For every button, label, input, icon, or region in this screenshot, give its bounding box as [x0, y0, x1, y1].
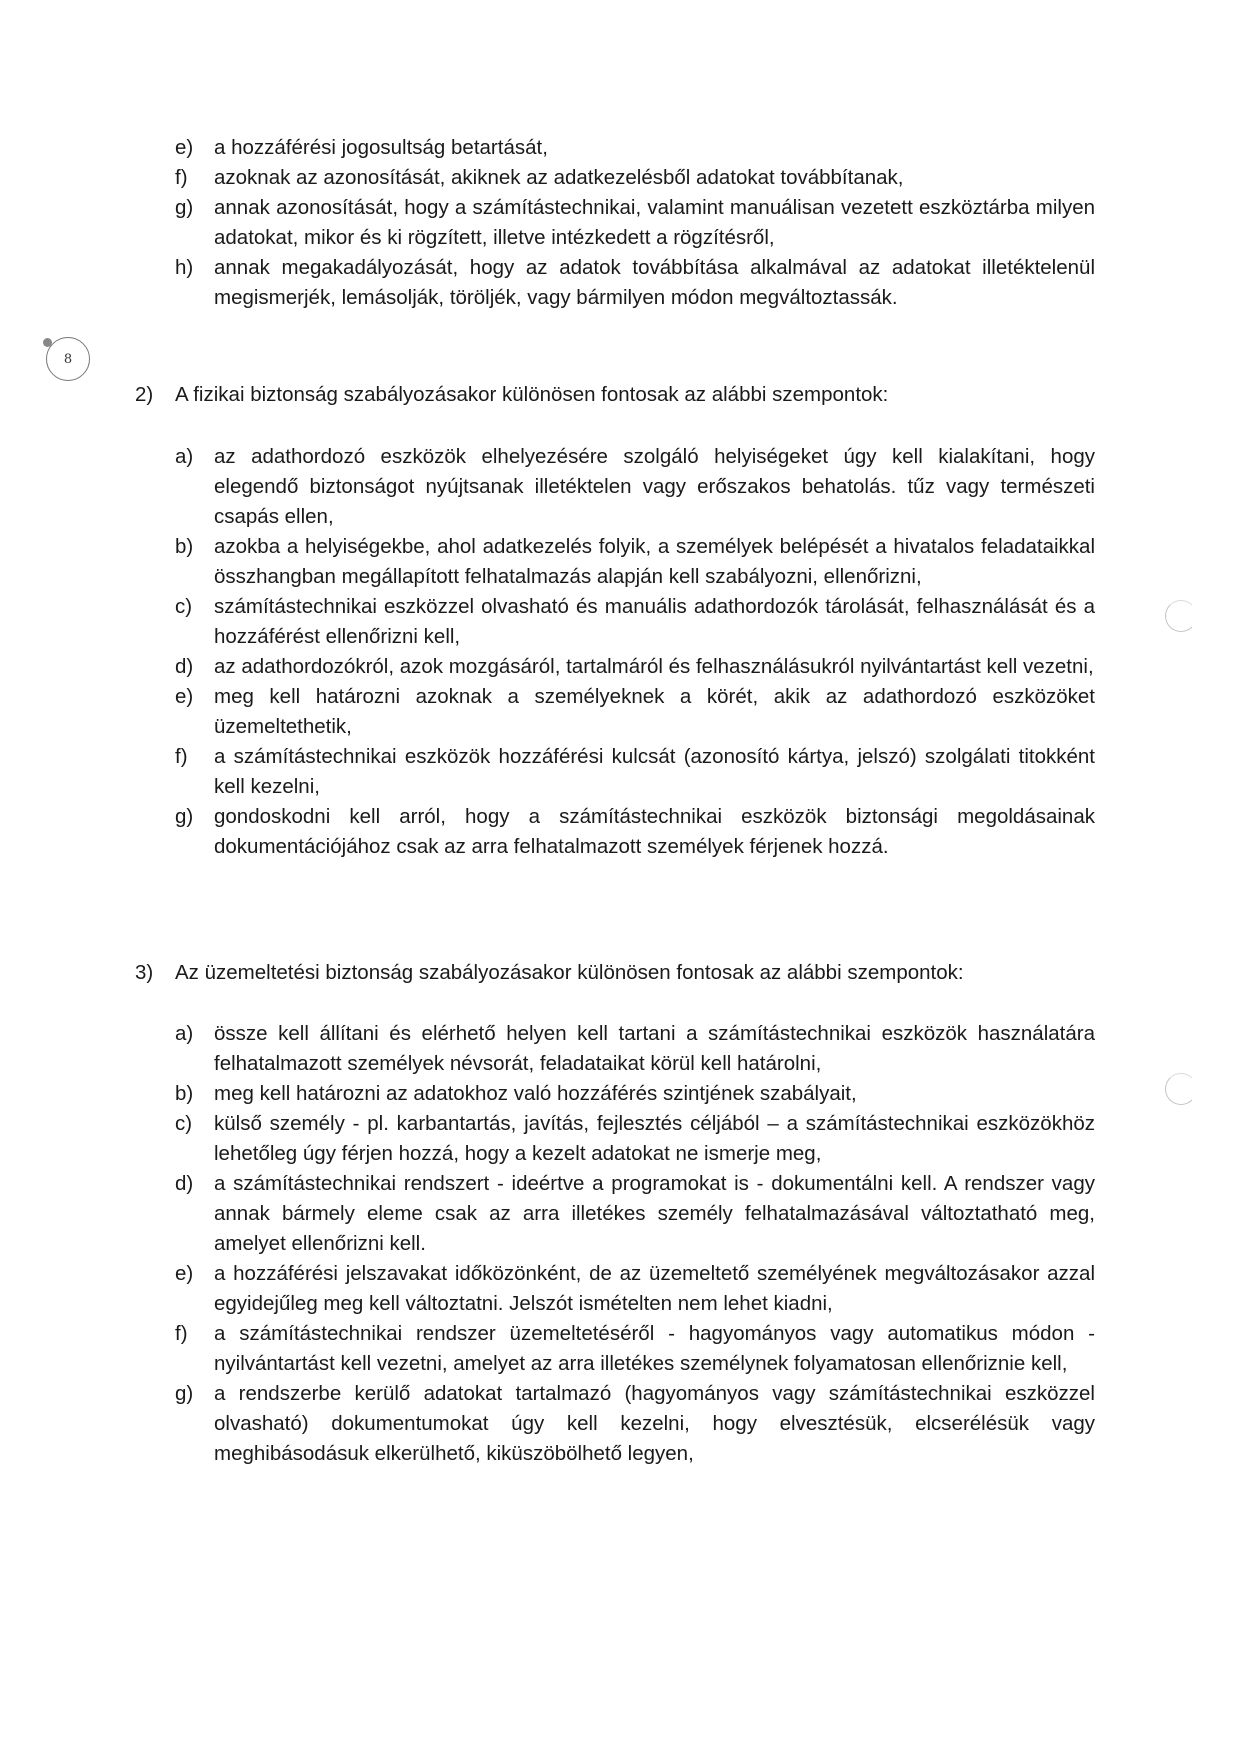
list-item: [135, 682, 1095, 742]
list-item: [135, 652, 1095, 682]
list-item: [135, 253, 1095, 313]
list-item: [135, 193, 1095, 253]
list-item: [135, 1319, 1095, 1379]
list-item: [135, 1169, 1095, 1259]
item-text: meg kell határozni az adatokhoz való hozzáférés szintjének szabályait,: [214, 1082, 857, 1105]
item-label: c): [175, 1112, 193, 1135]
item-label: e): [175, 685, 194, 708]
section-heading: [135, 958, 1095, 988]
section-heading: [135, 380, 1095, 410]
item-text: annak azonosítását, hogy a számítástechnikai, valamint manuálisan vezetett eszköztárba milyen adatokat, mikor és ki rögzített, illetve intézkedett a rögzítésről,: [214, 196, 1095, 249]
item-text: a számítástechnikai rendszert - ideértve a programokat is - dokumentálni kell. A rendszer vagy annak bármely eleme csak az arra illetékes személy felhatalmazásával változtatható meg, amelyet ellenőrizni kell.: [214, 1172, 1095, 1255]
punch-hole-mark: [1165, 600, 1197, 632]
item-label: f): [175, 1322, 188, 1345]
item-label: d): [175, 1172, 194, 1195]
list-item: [135, 1079, 1095, 1109]
item-text: az adathordozókról, azok mozgásáról, tartalmáról és felhasználásukról nyilvántartást kell vezetni,: [214, 655, 1094, 678]
item-text: meg kell határozni azoknak a személyeknek a körét, akik az adathordozó eszközöket üzemeltethetik,: [214, 685, 1095, 738]
item-text: azoknak az azonosítását, akiknek az adatkezelésből adatokat továbbítanak,: [214, 166, 904, 189]
list-item: [135, 163, 1095, 193]
item-label: a): [175, 445, 194, 468]
item-label: h): [175, 256, 194, 279]
item-label: g): [175, 196, 194, 219]
punch-hole-mark: [1165, 1073, 1197, 1105]
item-label: b): [175, 1082, 194, 1105]
section-heading-text: Az üzemeltetési biztonság szabályozásakor különösen fontosak az alábbi szempontok:: [175, 961, 964, 984]
item-label: g): [175, 1382, 194, 1405]
item-label: d): [175, 655, 194, 678]
item-label: f): [175, 745, 188, 768]
list-item: [135, 1019, 1095, 1079]
list-item: [135, 532, 1095, 592]
list-continuation: [135, 133, 1095, 313]
list-item: [135, 742, 1095, 802]
item-label: g): [175, 805, 194, 828]
item-label: a): [175, 1022, 194, 1045]
list-item: [135, 1109, 1095, 1169]
item-label: f): [175, 166, 188, 189]
section-heading-text: A fizikai biztonság szabályozásakor különösen fontosak az alábbi szempontok:: [175, 383, 889, 406]
section-2: [135, 380, 1095, 410]
item-label: e): [175, 1262, 194, 1285]
item-text: az adathordozó eszközök elhelyezésére szolgáló helyiségeket úgy kell kialakítani, hogy elegendő biztonságot nyújtsanak illetéktelen vagy erőszakos behatolás. tűz vagy természeti csapás ellen,: [214, 445, 1095, 528]
page-number: 8: [63, 351, 73, 367]
section-label: 2): [135, 383, 154, 406]
item-text: a számítástechnikai eszközök hozzáférési kulcsát (azonosító kártya, jelszó) szolgálati titokként kell kezelni,: [214, 745, 1095, 798]
list-item: [135, 802, 1095, 862]
section-2-list: [135, 442, 1095, 862]
item-label: b): [175, 535, 194, 558]
section-label: 3): [135, 961, 154, 984]
section-3: [135, 958, 1095, 988]
item-label: c): [175, 595, 193, 618]
page-number-stamp: [46, 337, 90, 381]
list-item: [135, 442, 1095, 532]
item-text: gondoskodni kell arról, hogy a számítástechnikai eszközök biztonsági megoldásainak dokumentációjához csak az arra felhatalmazott személyek férjenek hozzá.: [214, 805, 1095, 858]
item-text: külső személy - pl. karbantartás, javítás, fejlesztés céljából – a számítástechnikai eszközökhöz lehetőleg úgy férjen hozzá, hogy a kezelt adatokat ne ismerje meg,: [214, 1112, 1095, 1165]
section-3-list: [135, 1019, 1095, 1469]
item-text: annak megakadályozását, hogy az adatok továbbítása alkalmával az adatokat illetéktelenül megismerjék, lemásolják, töröljék, vagy bármilyen módon megváltoztassák.: [214, 256, 1095, 309]
item-text: a hozzáférési jogosultság betartását,: [214, 136, 548, 159]
list-item: [135, 592, 1095, 652]
item-text: a rendszerbe kerülő adatokat tartalmazó (hagyományos vagy számítástechnikai eszközzel olvasható) dokumentumokat úgy kell kezelni, hogy elvesztésük, elcserélésük vagy meghibásodásuk elkerülhető, kiküszöbölhető legyen,: [214, 1382, 1095, 1465]
item-text: a számítástechnikai rendszer üzemeltetéséről - hagyományos vagy automatikus módon -nyilvántartást kell vezetni, amelyet az arra illetékes személynek folyamatosan ellenőriznie kell,: [214, 1322, 1095, 1375]
item-label: e): [175, 136, 194, 159]
list-item: [135, 1379, 1095, 1469]
item-text: a hozzáférési jelszavakat időközönként, de az üzemeltető személyének megváltozásakor azzal egyidejűleg meg kell változtatni. Jelszót ismételten nem lehet kiadni,: [214, 1262, 1095, 1315]
item-text: azokba a helyiségekbe, ahol adatkezelés folyik, a személyek belépését a hivatalos feladataikkal összhangban megállapított felhatalmazás alapján kell szabályozni, ellenőrizni,: [214, 535, 1095, 588]
list-item: [135, 1259, 1095, 1319]
list-item: [135, 133, 1095, 163]
item-text: számítástechnikai eszközzel olvasható és manuális adathordozók tárolását, felhasználását és a hozzáférést ellenőrizni kell,: [214, 595, 1095, 648]
item-text: össze kell állítani és elérhető helyen kell tartani a számítástechnikai eszközök használatára felhatalmazott személyek névsorát, feladataikat körül kell határolni,: [214, 1022, 1095, 1075]
